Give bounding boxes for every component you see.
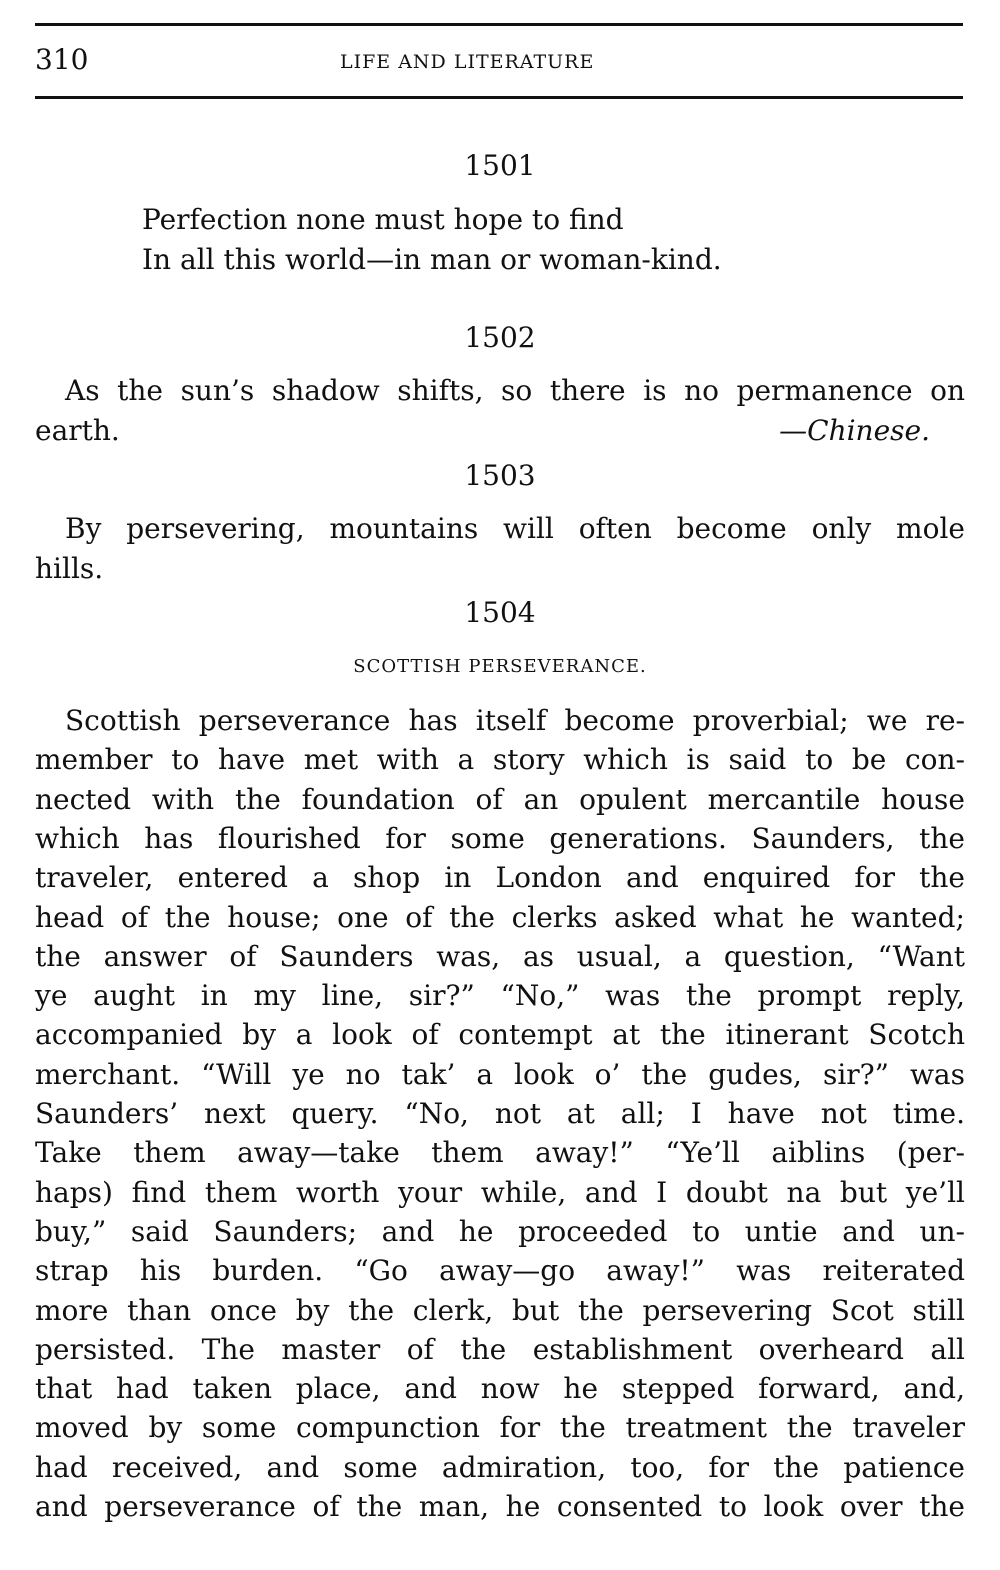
paragraph-line: merchant. “Will ye no tak’ a look o’ the gudes, sir?” was bbox=[35, 1058, 965, 1091]
paragraph-line: that had taken place, and now he stepped forward, and, bbox=[35, 1372, 965, 1405]
paragraph-line: and perseverance of the man, he consented to look over the bbox=[35, 1490, 965, 1523]
running-title: LIFE AND LITERATURE bbox=[340, 51, 595, 73]
paragraph-line: hills. bbox=[35, 552, 104, 585]
entry-number-1502: 1502 bbox=[464, 321, 536, 354]
paragraph-line: ye aught in my line, sir?” “No,” was the prompt reply, bbox=[35, 979, 965, 1012]
paragraph-line: earth. bbox=[35, 414, 120, 447]
paragraph-line: persisted. The master of the establishment overheard all bbox=[35, 1333, 965, 1366]
paragraph-line: Saunders’ next query. “No, not at all; I have not time. bbox=[35, 1097, 965, 1130]
paragraph-line: traveler, entered a shop in London and enquired for the bbox=[35, 861, 965, 894]
verse-line: Perfection none must hope to find bbox=[142, 203, 624, 236]
paragraph-line: head of the house; one of the clerks asked what he wanted; bbox=[35, 901, 965, 934]
paragraph-line: nected with the foundation of an opulent mercantile house bbox=[35, 783, 965, 816]
paragraph-line: Scottish perseverance has itself become proverbial; we re- bbox=[65, 704, 965, 737]
paragraph-line: buy,” said Saunders; and he proceeded to untie and un- bbox=[35, 1215, 965, 1248]
paragraph-line: accompanied by a look of contempt at the itinerant Scotch bbox=[35, 1018, 965, 1051]
header-top-rule bbox=[35, 23, 963, 26]
paragraph-line: As the sun’s shadow shifts, so there is no permanence on bbox=[65, 374, 965, 407]
header-bottom-rule bbox=[35, 96, 963, 99]
attribution: —Chinese. bbox=[779, 414, 930, 447]
entry-number-1501: 1501 bbox=[464, 149, 536, 182]
paragraph-line: the answer of Saunders was, as usual, a question, “Want bbox=[35, 940, 965, 973]
paragraph-line: Take them away—take them away!” “Ye’ll aiblins (per- bbox=[35, 1136, 965, 1169]
paragraph-line: member to have met with a story which is said to be con- bbox=[35, 743, 965, 776]
paragraph-line: strap his burden. “Go away—go away!” was reiterated bbox=[35, 1254, 965, 1287]
paragraph-line: By persevering, mountains will often become only mole bbox=[65, 512, 965, 545]
page-number: 310 bbox=[35, 43, 89, 76]
paragraph-line: haps) find them worth your while, and I doubt na but ye’ll bbox=[35, 1176, 965, 1209]
entry-subtitle: SCOTTISH PERSEVERANCE. bbox=[353, 656, 647, 677]
paragraph-line: which has flourished for some generations. Saunders, the bbox=[35, 822, 965, 855]
entry-number-1503: 1503 bbox=[464, 459, 536, 492]
entry-number-1504: 1504 bbox=[464, 596, 536, 629]
paragraph-line: moved by some compunction for the treatment the traveler bbox=[35, 1411, 965, 1444]
paragraph-line: had received, and some admiration, too, for the patience bbox=[35, 1451, 965, 1484]
verse-line: In all this world—in man or woman-kind. bbox=[142, 243, 722, 276]
paragraph-line: more than once by the clerk, but the persevering Scot still bbox=[35, 1294, 965, 1327]
